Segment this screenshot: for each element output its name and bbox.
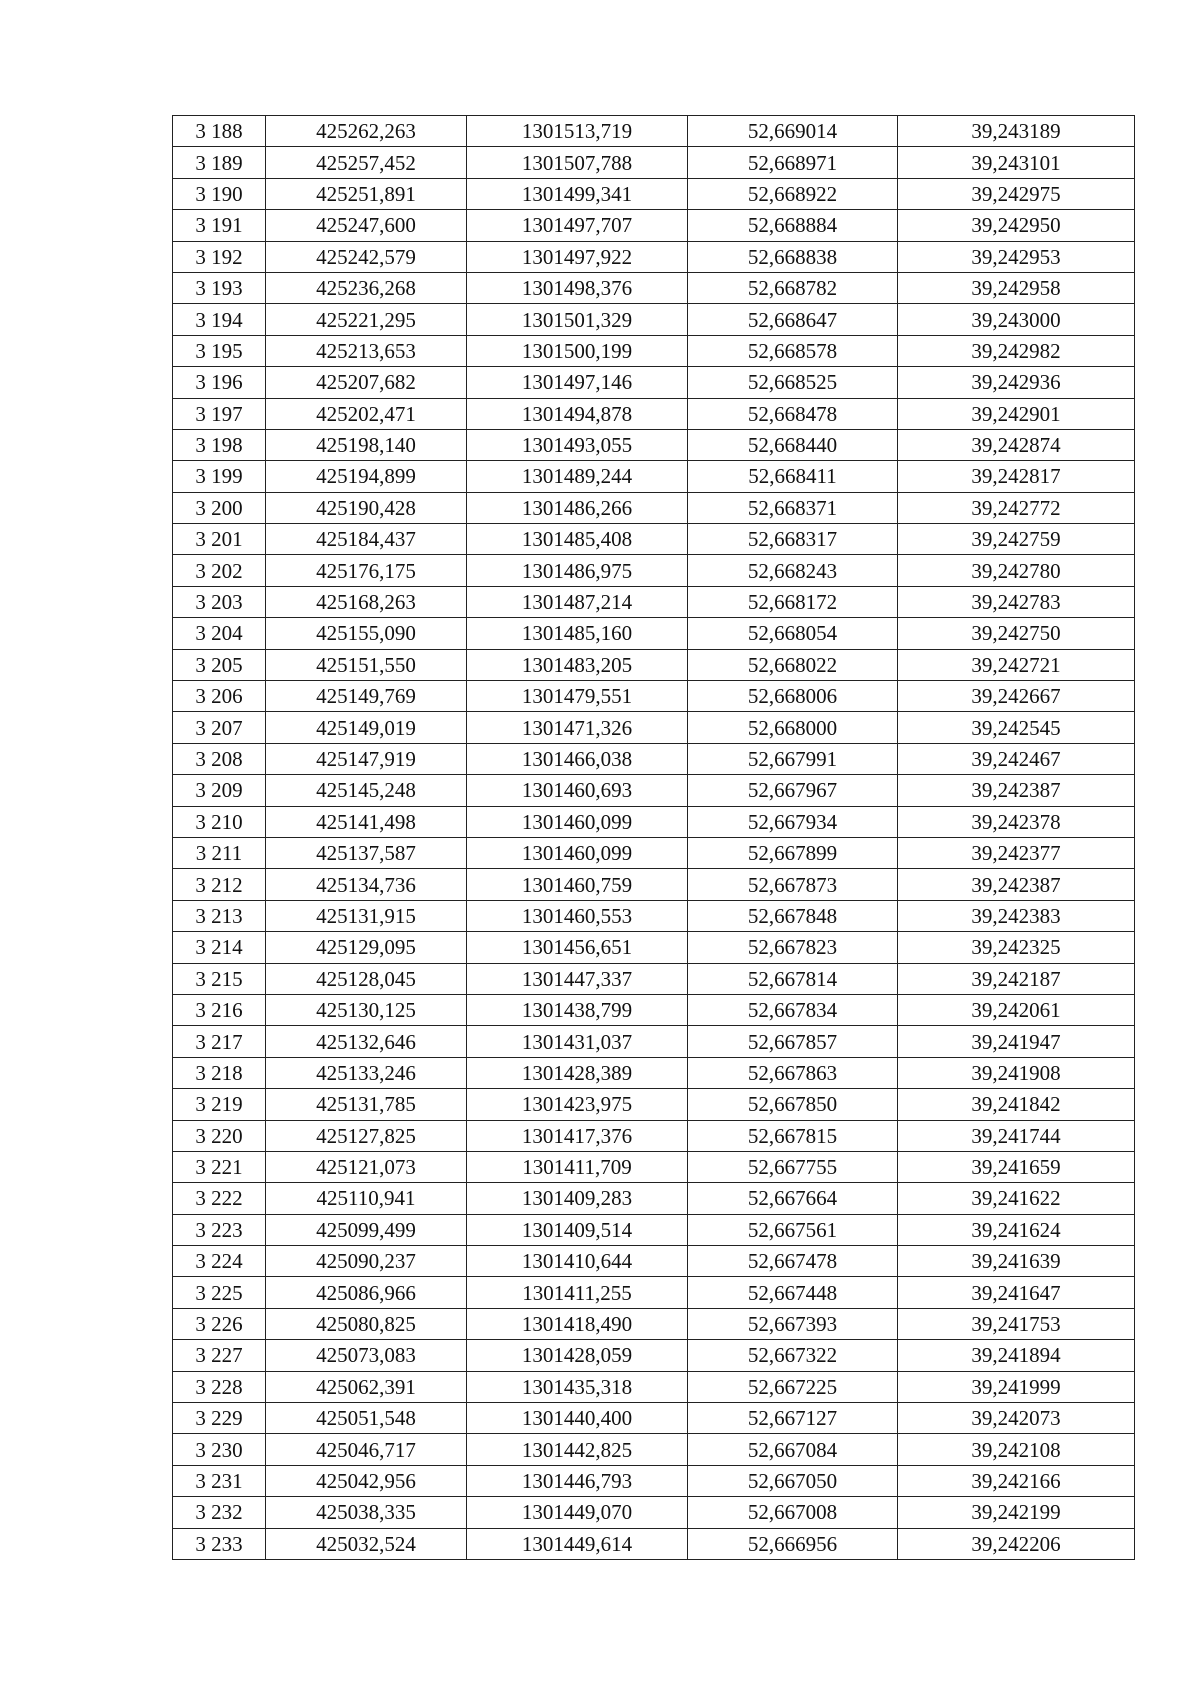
table-row xyxy=(173,1277,1135,1308)
table-row xyxy=(173,1434,1135,1465)
y-coordinate-cell: 1301428,389 xyxy=(467,1057,688,1088)
x-coordinate-cell: 425198,140 xyxy=(266,429,467,460)
table-row xyxy=(173,994,1135,1025)
y-coordinate-cell: 1301418,490 xyxy=(467,1308,688,1339)
longitude-cell: 39,242061 xyxy=(898,994,1135,1025)
point-number-cell: 3 221 xyxy=(173,1151,266,1182)
y-coordinate-cell: 1301417,376 xyxy=(467,1120,688,1151)
longitude-cell: 39,242874 xyxy=(898,429,1135,460)
y-coordinate-cell: 1301485,160 xyxy=(467,618,688,649)
point-number-cell: 3 220 xyxy=(173,1120,266,1151)
table-row xyxy=(173,681,1135,712)
latitude-cell: 52,668371 xyxy=(688,492,898,523)
latitude-cell: 52,667664 xyxy=(688,1183,898,1214)
longitude-cell: 39,242545 xyxy=(898,712,1135,743)
point-number-cell: 3 209 xyxy=(173,775,266,806)
point-number-cell: 3 214 xyxy=(173,932,266,963)
x-coordinate-cell: 425257,452 xyxy=(266,147,467,178)
table-row xyxy=(173,461,1135,492)
x-coordinate-cell: 425213,653 xyxy=(266,335,467,366)
longitude-cell: 39,242953 xyxy=(898,241,1135,272)
longitude-cell: 39,242772 xyxy=(898,492,1135,523)
longitude-cell: 39,242667 xyxy=(898,681,1135,712)
table-row xyxy=(173,775,1135,806)
table-row xyxy=(173,1403,1135,1434)
point-number-cell: 3 200 xyxy=(173,492,266,523)
point-number-cell: 3 217 xyxy=(173,1026,266,1057)
y-coordinate-cell: 1301487,214 xyxy=(467,586,688,617)
x-coordinate-cell: 425176,175 xyxy=(266,555,467,586)
point-number-cell: 3 198 xyxy=(173,429,266,460)
latitude-cell: 52,667834 xyxy=(688,994,898,1025)
y-coordinate-cell: 1301438,799 xyxy=(467,994,688,1025)
table-row xyxy=(173,900,1135,931)
point-number-cell: 3 191 xyxy=(173,210,266,241)
x-coordinate-cell: 425137,587 xyxy=(266,837,467,868)
longitude-cell: 39,242108 xyxy=(898,1434,1135,1465)
latitude-cell: 52,668317 xyxy=(688,524,898,555)
point-number-cell: 3 230 xyxy=(173,1434,266,1465)
x-coordinate-cell: 425145,248 xyxy=(266,775,467,806)
point-number-cell: 3 199 xyxy=(173,461,266,492)
point-number-cell: 3 196 xyxy=(173,367,266,398)
longitude-cell: 39,243000 xyxy=(898,304,1135,335)
y-coordinate-cell: 1301446,793 xyxy=(467,1465,688,1496)
longitude-cell: 39,243189 xyxy=(898,116,1135,147)
longitude-cell: 39,243101 xyxy=(898,147,1135,178)
latitude-cell: 52,667478 xyxy=(688,1246,898,1277)
x-coordinate-cell: 425127,825 xyxy=(266,1120,467,1151)
point-number-cell: 3 222 xyxy=(173,1183,266,1214)
longitude-cell: 39,242936 xyxy=(898,367,1135,398)
longitude-cell: 39,242199 xyxy=(898,1497,1135,1528)
x-coordinate-cell: 425190,428 xyxy=(266,492,467,523)
longitude-cell: 39,242387 xyxy=(898,775,1135,806)
latitude-cell: 52,667967 xyxy=(688,775,898,806)
point-number-cell: 3 224 xyxy=(173,1246,266,1277)
latitude-cell: 52,667225 xyxy=(688,1371,898,1402)
x-coordinate-cell: 425032,524 xyxy=(266,1528,467,1559)
table-row xyxy=(173,963,1135,994)
y-coordinate-cell: 1301447,337 xyxy=(467,963,688,994)
table-row xyxy=(173,1497,1135,1528)
point-number-cell: 3 225 xyxy=(173,1277,266,1308)
y-coordinate-cell: 1301428,059 xyxy=(467,1340,688,1371)
x-coordinate-cell: 425202,471 xyxy=(266,398,467,429)
y-coordinate-cell: 1301442,825 xyxy=(467,1434,688,1465)
latitude-cell: 52,668172 xyxy=(688,586,898,617)
latitude-cell: 52,667322 xyxy=(688,1340,898,1371)
point-number-cell: 3 202 xyxy=(173,555,266,586)
point-number-cell: 3 195 xyxy=(173,335,266,366)
latitude-cell: 52,667815 xyxy=(688,1120,898,1151)
point-number-cell: 3 227 xyxy=(173,1340,266,1371)
table-row xyxy=(173,1089,1135,1120)
x-coordinate-cell: 425073,083 xyxy=(266,1340,467,1371)
point-number-cell: 3 190 xyxy=(173,178,266,209)
latitude-cell: 52,666956 xyxy=(688,1528,898,1559)
latitude-cell: 52,668838 xyxy=(688,241,898,272)
y-coordinate-cell: 1301435,318 xyxy=(467,1371,688,1402)
y-coordinate-cell: 1301500,199 xyxy=(467,335,688,366)
y-coordinate-cell: 1301507,788 xyxy=(467,147,688,178)
latitude-cell: 52,668243 xyxy=(688,555,898,586)
point-number-cell: 3 231 xyxy=(173,1465,266,1496)
table-row xyxy=(173,429,1135,460)
point-number-cell: 3 197 xyxy=(173,398,266,429)
y-coordinate-cell: 1301431,037 xyxy=(467,1026,688,1057)
y-coordinate-cell: 1301471,326 xyxy=(467,712,688,743)
longitude-cell: 39,241744 xyxy=(898,1120,1135,1151)
latitude-cell: 52,668971 xyxy=(688,147,898,178)
latitude-cell: 52,667848 xyxy=(688,900,898,931)
longitude-cell: 39,241659 xyxy=(898,1151,1135,1182)
longitude-cell: 39,242467 xyxy=(898,743,1135,774)
x-coordinate-cell: 425132,646 xyxy=(266,1026,467,1057)
y-coordinate-cell: 1301460,099 xyxy=(467,837,688,868)
x-coordinate-cell: 425236,268 xyxy=(266,272,467,303)
y-coordinate-cell: 1301440,400 xyxy=(467,1403,688,1434)
point-number-cell: 3 229 xyxy=(173,1403,266,1434)
x-coordinate-cell: 425147,919 xyxy=(266,743,467,774)
longitude-cell: 39,242073 xyxy=(898,1403,1135,1434)
point-number-cell: 3 205 xyxy=(173,649,266,680)
latitude-cell: 52,668647 xyxy=(688,304,898,335)
latitude-cell: 52,667561 xyxy=(688,1214,898,1245)
point-number-cell: 3 188 xyxy=(173,116,266,147)
x-coordinate-cell: 425133,246 xyxy=(266,1057,467,1088)
x-coordinate-cell: 425141,498 xyxy=(266,806,467,837)
y-coordinate-cell: 1301483,205 xyxy=(467,649,688,680)
x-coordinate-cell: 425184,437 xyxy=(266,524,467,555)
x-coordinate-cell: 425194,899 xyxy=(266,461,467,492)
y-coordinate-cell: 1301497,707 xyxy=(467,210,688,241)
y-coordinate-cell: 1301460,693 xyxy=(467,775,688,806)
point-number-cell: 3 192 xyxy=(173,241,266,272)
x-coordinate-cell: 425128,045 xyxy=(266,963,467,994)
longitude-cell: 39,241639 xyxy=(898,1246,1135,1277)
longitude-cell: 39,242187 xyxy=(898,963,1135,994)
x-coordinate-cell: 425046,717 xyxy=(266,1434,467,1465)
latitude-cell: 52,667127 xyxy=(688,1403,898,1434)
y-coordinate-cell: 1301499,341 xyxy=(467,178,688,209)
x-coordinate-cell: 425051,548 xyxy=(266,1403,467,1434)
table-row xyxy=(173,1057,1135,1088)
longitude-cell: 39,241647 xyxy=(898,1277,1135,1308)
x-coordinate-cell: 425110,941 xyxy=(266,1183,467,1214)
table-row xyxy=(173,869,1135,900)
latitude-cell: 52,667899 xyxy=(688,837,898,868)
x-coordinate-cell: 425207,682 xyxy=(266,367,467,398)
point-number-cell: 3 216 xyxy=(173,994,266,1025)
longitude-cell: 39,241999 xyxy=(898,1371,1135,1402)
x-coordinate-cell: 425155,090 xyxy=(266,618,467,649)
latitude-cell: 52,667393 xyxy=(688,1308,898,1339)
longitude-cell: 39,242750 xyxy=(898,618,1135,649)
longitude-cell: 39,242166 xyxy=(898,1465,1135,1496)
point-number-cell: 3 204 xyxy=(173,618,266,649)
y-coordinate-cell: 1301479,551 xyxy=(467,681,688,712)
x-coordinate-cell: 425134,736 xyxy=(266,869,467,900)
point-number-cell: 3 194 xyxy=(173,304,266,335)
x-coordinate-cell: 425086,966 xyxy=(266,1277,467,1308)
longitude-cell: 39,241842 xyxy=(898,1089,1135,1120)
latitude-cell: 52,667823 xyxy=(688,932,898,963)
y-coordinate-cell: 1301449,070 xyxy=(467,1497,688,1528)
x-coordinate-cell: 425131,785 xyxy=(266,1089,467,1120)
y-coordinate-cell: 1301497,922 xyxy=(467,241,688,272)
longitude-cell: 39,241908 xyxy=(898,1057,1135,1088)
table-row xyxy=(173,712,1135,743)
longitude-cell: 39,242387 xyxy=(898,869,1135,900)
y-coordinate-cell: 1301449,614 xyxy=(467,1528,688,1559)
x-coordinate-cell: 425251,891 xyxy=(266,178,467,209)
latitude-cell: 52,667814 xyxy=(688,963,898,994)
latitude-cell: 52,667008 xyxy=(688,1497,898,1528)
y-coordinate-cell: 1301411,709 xyxy=(467,1151,688,1182)
point-number-cell: 3 206 xyxy=(173,681,266,712)
longitude-cell: 39,242958 xyxy=(898,272,1135,303)
point-number-cell: 3 223 xyxy=(173,1214,266,1245)
y-coordinate-cell: 1301494,878 xyxy=(467,398,688,429)
longitude-cell: 39,241622 xyxy=(898,1183,1135,1214)
table-row xyxy=(173,241,1135,272)
latitude-cell: 52,668411 xyxy=(688,461,898,492)
table-row xyxy=(173,1026,1135,1057)
latitude-cell: 52,668884 xyxy=(688,210,898,241)
table-row xyxy=(173,932,1135,963)
table-row xyxy=(173,586,1135,617)
latitude-cell: 52,668440 xyxy=(688,429,898,460)
latitude-cell: 52,668022 xyxy=(688,649,898,680)
point-number-cell: 3 215 xyxy=(173,963,266,994)
y-coordinate-cell: 1301485,408 xyxy=(467,524,688,555)
latitude-cell: 52,667857 xyxy=(688,1026,898,1057)
y-coordinate-cell: 1301498,376 xyxy=(467,272,688,303)
y-coordinate-cell: 1301497,146 xyxy=(467,367,688,398)
table-row xyxy=(173,304,1135,335)
longitude-cell: 39,242325 xyxy=(898,932,1135,963)
y-coordinate-cell: 1301493,055 xyxy=(467,429,688,460)
table-row xyxy=(173,1465,1135,1496)
longitude-cell: 39,242383 xyxy=(898,900,1135,931)
y-coordinate-cell: 1301423,975 xyxy=(467,1089,688,1120)
point-number-cell: 3 201 xyxy=(173,524,266,555)
y-coordinate-cell: 1301411,255 xyxy=(467,1277,688,1308)
point-number-cell: 3 232 xyxy=(173,1497,266,1528)
latitude-cell: 52,667448 xyxy=(688,1277,898,1308)
table-row xyxy=(173,806,1135,837)
y-coordinate-cell: 1301489,244 xyxy=(467,461,688,492)
table-row xyxy=(173,1528,1135,1559)
table-row xyxy=(173,1120,1135,1151)
point-number-cell: 3 210 xyxy=(173,806,266,837)
table-row xyxy=(173,367,1135,398)
point-number-cell: 3 193 xyxy=(173,272,266,303)
table-row xyxy=(173,1371,1135,1402)
x-coordinate-cell: 425099,499 xyxy=(266,1214,467,1245)
table-row xyxy=(173,116,1135,147)
table-row xyxy=(173,743,1135,774)
latitude-cell: 52,667873 xyxy=(688,869,898,900)
longitude-cell: 39,242759 xyxy=(898,524,1135,555)
longitude-cell: 39,242901 xyxy=(898,398,1135,429)
x-coordinate-cell: 425062,391 xyxy=(266,1371,467,1402)
latitude-cell: 52,667850 xyxy=(688,1089,898,1120)
x-coordinate-cell: 425129,095 xyxy=(266,932,467,963)
y-coordinate-cell: 1301486,975 xyxy=(467,555,688,586)
table-row xyxy=(173,618,1135,649)
x-coordinate-cell: 425151,550 xyxy=(266,649,467,680)
x-coordinate-cell: 425221,295 xyxy=(266,304,467,335)
longitude-cell: 39,242721 xyxy=(898,649,1135,680)
table-row xyxy=(173,398,1135,429)
table-row xyxy=(173,210,1135,241)
longitude-cell: 39,241624 xyxy=(898,1214,1135,1245)
latitude-cell: 52,668478 xyxy=(688,398,898,429)
longitude-cell: 39,242950 xyxy=(898,210,1135,241)
longitude-cell: 39,242975 xyxy=(898,178,1135,209)
latitude-cell: 52,668000 xyxy=(688,712,898,743)
x-coordinate-cell: 425130,125 xyxy=(266,994,467,1025)
point-number-cell: 3 233 xyxy=(173,1528,266,1559)
point-number-cell: 3 208 xyxy=(173,743,266,774)
longitude-cell: 39,242982 xyxy=(898,335,1135,366)
longitude-cell: 39,241947 xyxy=(898,1026,1135,1057)
x-coordinate-cell: 425247,600 xyxy=(266,210,467,241)
point-number-cell: 3 228 xyxy=(173,1371,266,1402)
table-row xyxy=(173,649,1135,680)
y-coordinate-cell: 1301513,719 xyxy=(467,116,688,147)
longitude-cell: 39,242817 xyxy=(898,461,1135,492)
point-number-cell: 3 218 xyxy=(173,1057,266,1088)
latitude-cell: 52,667084 xyxy=(688,1434,898,1465)
y-coordinate-cell: 1301460,553 xyxy=(467,900,688,931)
y-coordinate-cell: 1301409,514 xyxy=(467,1214,688,1245)
x-coordinate-cell: 425080,825 xyxy=(266,1308,467,1339)
longitude-cell: 39,241894 xyxy=(898,1340,1135,1371)
table-row xyxy=(173,837,1135,868)
latitude-cell: 52,669014 xyxy=(688,116,898,147)
x-coordinate-cell: 425038,335 xyxy=(266,1497,467,1528)
y-coordinate-cell: 1301410,644 xyxy=(467,1246,688,1277)
point-number-cell: 3 207 xyxy=(173,712,266,743)
x-coordinate-cell: 425149,019 xyxy=(266,712,467,743)
point-number-cell: 3 213 xyxy=(173,900,266,931)
latitude-cell: 52,667991 xyxy=(688,743,898,774)
x-coordinate-cell: 425242,579 xyxy=(266,241,467,272)
longitude-cell: 39,242377 xyxy=(898,837,1135,868)
point-number-cell: 3 219 xyxy=(173,1089,266,1120)
y-coordinate-cell: 1301460,099 xyxy=(467,806,688,837)
y-coordinate-cell: 1301466,038 xyxy=(467,743,688,774)
longitude-cell: 39,242206 xyxy=(898,1528,1135,1559)
x-coordinate-cell: 425149,769 xyxy=(266,681,467,712)
table-row xyxy=(173,555,1135,586)
longitude-cell: 39,241753 xyxy=(898,1308,1135,1339)
y-coordinate-cell: 1301460,759 xyxy=(467,869,688,900)
longitude-cell: 39,242783 xyxy=(898,586,1135,617)
coordinates-table-body xyxy=(173,116,1135,1560)
latitude-cell: 52,667934 xyxy=(688,806,898,837)
table-row xyxy=(173,1214,1135,1245)
coordinates-table xyxy=(172,115,1135,1560)
table-row xyxy=(173,1340,1135,1371)
latitude-cell: 52,668006 xyxy=(688,681,898,712)
longitude-cell: 39,242378 xyxy=(898,806,1135,837)
latitude-cell: 52,668782 xyxy=(688,272,898,303)
table-row xyxy=(173,1183,1135,1214)
point-number-cell: 3 211 xyxy=(173,837,266,868)
y-coordinate-cell: 1301409,283 xyxy=(467,1183,688,1214)
table-row xyxy=(173,1151,1135,1182)
table-row xyxy=(173,272,1135,303)
x-coordinate-cell: 425121,073 xyxy=(266,1151,467,1182)
point-number-cell: 3 226 xyxy=(173,1308,266,1339)
longitude-cell: 39,242780 xyxy=(898,555,1135,586)
latitude-cell: 52,667755 xyxy=(688,1151,898,1182)
table-row xyxy=(173,178,1135,209)
latitude-cell: 52,668578 xyxy=(688,335,898,366)
latitude-cell: 52,667863 xyxy=(688,1057,898,1088)
latitude-cell: 52,667050 xyxy=(688,1465,898,1496)
table-row xyxy=(173,1246,1135,1277)
x-coordinate-cell: 425042,956 xyxy=(266,1465,467,1496)
x-coordinate-cell: 425262,263 xyxy=(266,116,467,147)
latitude-cell: 52,668525 xyxy=(688,367,898,398)
point-number-cell: 3 203 xyxy=(173,586,266,617)
x-coordinate-cell: 425090,237 xyxy=(266,1246,467,1277)
y-coordinate-cell: 1301501,329 xyxy=(467,304,688,335)
x-coordinate-cell: 425168,263 xyxy=(266,586,467,617)
point-number-cell: 3 189 xyxy=(173,147,266,178)
table-row xyxy=(173,335,1135,366)
y-coordinate-cell: 1301456,651 xyxy=(467,932,688,963)
table-row xyxy=(173,524,1135,555)
y-coordinate-cell: 1301486,266 xyxy=(467,492,688,523)
latitude-cell: 52,668054 xyxy=(688,618,898,649)
table-row xyxy=(173,1308,1135,1339)
point-number-cell: 3 212 xyxy=(173,869,266,900)
table-row xyxy=(173,492,1135,523)
x-coordinate-cell: 425131,915 xyxy=(266,900,467,931)
table-row xyxy=(173,147,1135,178)
latitude-cell: 52,668922 xyxy=(688,178,898,209)
